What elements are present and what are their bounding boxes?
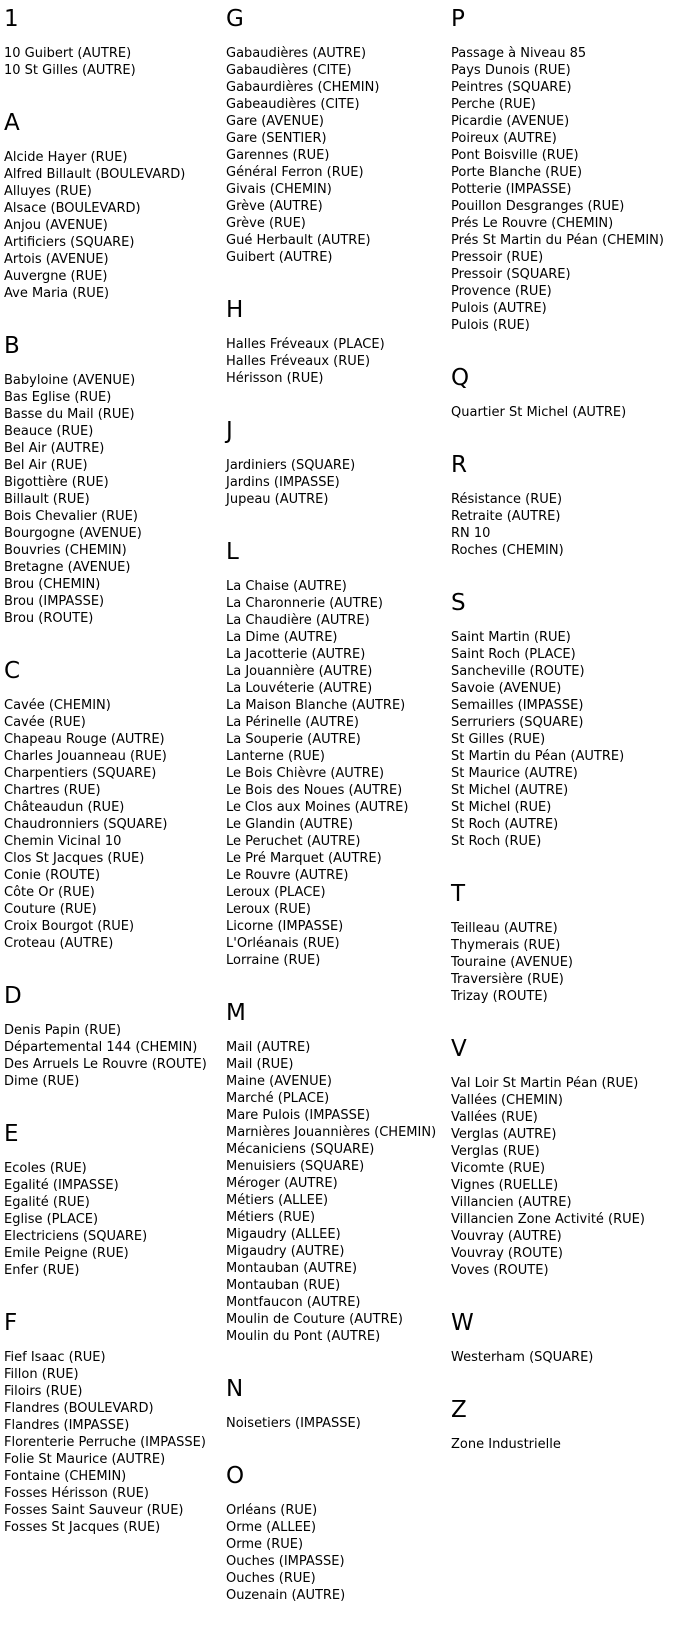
street-entry[interactable]: Cavée (RUE) [4, 715, 86, 730]
street-entry[interactable]: Croix Bourgot (RUE) [4, 919, 135, 934]
index-section-H [226, 296, 451, 387]
street-entry[interactable]: Alluyes (RUE) [4, 184, 92, 199]
street-entry[interactable]: Westerham (SQUARE) [451, 1350, 594, 1365]
street-entry[interactable]: Grève (RUE) [226, 216, 306, 231]
street-entry[interactable]: Eglise (PLACE) [4, 1212, 99, 1227]
section-letter-heading: V [451, 1036, 467, 1062]
street-entry[interactable]: Touraine (AVENUE) [451, 955, 573, 970]
street-entry[interactable]: Givais (CHEMIN) [226, 182, 332, 197]
street-entry[interactable]: Hérisson (RUE) [226, 371, 324, 386]
index-section-T [451, 880, 675, 1005]
street-entry[interactable]: Jardiniers (SQUARE) [226, 458, 356, 473]
street-entry[interactable]: Moulin de Couture (AUTRE) [226, 1312, 403, 1327]
street-entry[interactable]: Mail (AUTRE) [226, 1040, 311, 1055]
street-entry[interactable]: Retraite (AUTRE) [451, 509, 561, 524]
street-entry[interactable]: Sancheville (ROUTE) [451, 664, 585, 679]
street-entry[interactable]: Verglas (RUE) [451, 1144, 540, 1159]
street-entry[interactable]: Jardins (IMPASSE) [226, 475, 340, 490]
street-entry[interactable]: Chartres (RUE) [4, 783, 101, 798]
street-entry[interactable]: Migaudry (ALLEE) [226, 1227, 341, 1242]
street-entry[interactable]: Pays Dunois (RUE) [451, 63, 571, 78]
street-entry[interactable]: Le Clos aux Moines (AUTRE) [226, 800, 409, 815]
index-column-2 [226, 5, 451, 1634]
street-entry[interactable]: Artois (AVENUE) [4, 252, 109, 267]
street-entry[interactable]: Clos St Jacques (RUE) [4, 851, 145, 866]
section-letter-heading: D [4, 983, 22, 1009]
index-section-E [4, 1120, 226, 1279]
street-entry[interactable]: Emile Peigne (RUE) [4, 1246, 129, 1261]
street-entry[interactable]: St Maurice (AUTRE) [451, 766, 578, 781]
street-entry[interactable]: Billault (RUE) [4, 492, 90, 507]
index-section-V [451, 1035, 675, 1279]
index-section-G [226, 5, 451, 266]
section-letter-heading: A [4, 110, 20, 136]
street-entry[interactable]: Gabaurdières (CHEMIN) [226, 80, 380, 95]
street-entry[interactable]: Bourgogne (AVENUE) [4, 526, 142, 541]
street-entry[interactable]: Mare Pulois (IMPASSE) [226, 1108, 371, 1123]
street-entry[interactable]: Fief Isaac (RUE) [4, 1350, 106, 1365]
street-entry[interactable]: Marnières Jouannières (CHEMIN) [226, 1125, 437, 1140]
street-entry[interactable]: Potterie (IMPASSE) [451, 182, 572, 197]
street-entry[interactable]: Verglas (AUTRE) [451, 1127, 557, 1142]
street-entry[interactable]: St Michel (AUTRE) [451, 783, 569, 798]
street-entry[interactable]: Dime (RUE) [4, 1074, 80, 1089]
street-entry[interactable]: Le Rouvre (AUTRE) [226, 868, 349, 883]
street-entry[interactable]: Marché (PLACE) [226, 1091, 330, 1106]
street-entry[interactable]: Roches (CHEMIN) [451, 543, 564, 558]
street-entry[interactable]: Le Bois Chièvre (AUTRE) [226, 766, 385, 781]
street-entry[interactable]: Côte Or (RUE) [4, 885, 95, 900]
street-entry[interactable]: Prés Le Rouvre (CHEMIN) [451, 216, 614, 231]
street-entry[interactable]: Egalité (RUE) [4, 1195, 90, 1210]
street-entry[interactable]: Enfer (RUE) [4, 1263, 80, 1278]
street-entry[interactable]: Cavée (CHEMIN) [4, 698, 111, 713]
index-column-1 [4, 5, 226, 1566]
street-entry[interactable]: Gabaudières (AUTRE) [226, 46, 367, 61]
street-entry[interactable]: Migaudry (AUTRE) [226, 1244, 345, 1259]
street-entry[interactable]: Bas Eglise (RUE) [4, 390, 112, 405]
section-letter-heading: S [451, 590, 466, 616]
street-entry[interactable]: Zone Industrielle [451, 1437, 561, 1452]
index-section-Q [451, 364, 675, 421]
street-entry[interactable]: Gué Herbault (AUTRE) [226, 233, 371, 248]
street-entry[interactable]: Montfaucon (AUTRE) [226, 1295, 361, 1310]
street-entry[interactable]: Mécaniciens (SQUARE) [226, 1142, 375, 1157]
street-entry[interactable]: Vouvray (ROUTE) [451, 1246, 563, 1261]
street-entry[interactable]: Orléans (RUE) [226, 1503, 318, 1518]
street-entry[interactable]: La Dime (AUTRE) [226, 630, 338, 645]
street-entry[interactable]: Teilleau (AUTRE) [451, 921, 558, 936]
street-entry[interactable]: Pulois (RUE) [451, 318, 530, 333]
street-entry[interactable]: L'Orléanais (RUE) [226, 936, 340, 951]
street-entry[interactable]: La Périnelle (AUTRE) [226, 715, 360, 730]
street-entry[interactable]: 10 St Gilles (AUTRE) [4, 63, 136, 78]
street-entry[interactable]: Métiers (RUE) [226, 1210, 316, 1225]
section-letter-heading: P [451, 6, 465, 32]
street-entry[interactable]: Villancien Zone Activité (RUE) [451, 1212, 645, 1227]
street-entry[interactable]: Electriciens (SQUARE) [4, 1229, 148, 1244]
street-entry[interactable]: Picardie (AVENUE) [451, 114, 570, 129]
street-entry[interactable]: Traversière (RUE) [451, 972, 564, 987]
street-entry[interactable]: Perche (RUE) [451, 97, 536, 112]
section-letter-heading: L [226, 539, 239, 565]
street-entry[interactable]: Vignes (RUELLE) [451, 1178, 559, 1193]
street-entry[interactable]: Poireux (AUTRE) [451, 131, 557, 146]
street-entry[interactable]: Pulois (AUTRE) [451, 301, 547, 316]
street-entry[interactable]: Orme (RUE) [226, 1537, 304, 1552]
section-letter-heading: F [4, 1310, 18, 1336]
street-entry[interactable]: Voves (ROUTE) [451, 1263, 549, 1278]
street-entry[interactable]: Saint Martin (RUE) [451, 630, 571, 645]
section-letter-heading: C [4, 658, 21, 684]
street-entry[interactable]: Guibert (AUTRE) [226, 250, 333, 265]
street-entry[interactable]: Artificiers (SQUARE) [4, 235, 135, 250]
street-entry[interactable]: Prés St Martin du Péan (CHEMIN) [451, 233, 664, 248]
street-entry[interactable]: Méroger (AUTRE) [226, 1176, 338, 1191]
street-entry[interactable]: Val Loir St Martin Péan (RUE) [451, 1076, 639, 1091]
street-entry[interactable]: Pont Boisville (RUE) [451, 148, 579, 163]
index-section-W [451, 1309, 675, 1366]
street-entry[interactable]: Auvergne (RUE) [4, 269, 108, 284]
street-entry[interactable]: Alfred Billault (BOULEVARD) [4, 167, 186, 182]
street-entry[interactable]: Moulin du Pont (AUTRE) [226, 1329, 381, 1344]
street-entry[interactable]: La Chaise (AUTRE) [226, 579, 347, 594]
index-section-J [226, 417, 451, 508]
street-entry[interactable]: Fosses Hérisson (RUE) [4, 1486, 149, 1501]
street-entry[interactable]: Villancien (AUTRE) [451, 1195, 572, 1210]
index-section-L [226, 538, 451, 969]
street-entry[interactable]: Bel Air (RUE) [4, 458, 88, 473]
street-entry[interactable]: Le Glandin (AUTRE) [226, 817, 354, 832]
street-entry[interactable]: Grève (AUTRE) [226, 199, 323, 214]
street-entry[interactable]: Flandres (BOULEVARD) [4, 1401, 154, 1416]
street-entry[interactable]: La Chaudière (AUTRE) [226, 613, 370, 628]
street-entry[interactable]: Basse du Mail (RUE) [4, 407, 135, 422]
street-entry[interactable]: Menuisiers (SQUARE) [226, 1159, 365, 1174]
index-section-N [226, 1375, 451, 1432]
street-entry[interactable]: Le Pré Marquet (AUTRE) [226, 851, 382, 866]
section-letter-heading: J [226, 418, 233, 444]
index-section-S [451, 589, 675, 850]
section-letter-heading: Q [451, 365, 470, 391]
street-entry[interactable]: Orme (ALLEE) [226, 1520, 317, 1535]
street-entry[interactable]: Halles Fréveaux (RUE) [226, 354, 371, 369]
street-entry[interactable]: La Charonnerie (AUTRE) [226, 596, 383, 611]
street-entry[interactable]: Gabaudières (CITE) [226, 63, 352, 78]
index-section-O [226, 1462, 451, 1604]
section-letter-heading: W [451, 1310, 474, 1336]
street-entry[interactable]: Egalité (IMPASSE) [4, 1178, 119, 1193]
street-entry[interactable]: Le Peruchet (AUTRE) [226, 834, 361, 849]
street-entry[interactable]: Leroux (PLACE) [226, 885, 326, 900]
street-entry[interactable]: Départemental 144 (CHEMIN) [4, 1040, 198, 1055]
street-entry[interactable]: Bel Air (AUTRE) [4, 441, 105, 456]
section-letter-heading: T [451, 881, 466, 907]
street-entry[interactable]: Noisetiers (IMPASSE) [226, 1416, 361, 1431]
street-entry[interactable]: Chemin Vicinal 10 [4, 834, 122, 849]
street-entry[interactable]: Conie (ROUTE) [4, 868, 101, 883]
street-entry[interactable]: Brou (IMPASSE) [4, 594, 105, 609]
section-letter-heading: B [4, 333, 20, 359]
street-entry[interactable]: Chaudronniers (SQUARE) [4, 817, 168, 832]
street-entry[interactable]: Pressoir (SQUARE) [451, 267, 571, 282]
street-entry[interactable]: Passage à Niveau 85 [451, 46, 587, 61]
street-entry[interactable]: Fosses Saint Sauveur (RUE) [4, 1503, 184, 1518]
street-entry[interactable]: Fillon (RUE) [4, 1367, 79, 1382]
street-entry[interactable]: Bretagne (AVENUE) [4, 560, 131, 575]
street-entry[interactable]: Alcide Hayer (RUE) [4, 150, 128, 165]
street-entry[interactable]: La Souperie (AUTRE) [226, 732, 361, 747]
street-entry[interactable]: Des Arruels Le Rouvre (ROUTE) [4, 1057, 207, 1072]
street-entry[interactable]: Vallées (CHEMIN) [451, 1093, 563, 1108]
street-entry[interactable]: Saint Roch (PLACE) [451, 647, 576, 662]
street-entry[interactable]: Vouvray (AUTRE) [451, 1229, 562, 1244]
street-entry[interactable]: Croteau (AUTRE) [4, 936, 114, 951]
street-entry[interactable]: Gabeaudières (CITE) [226, 97, 360, 112]
index-section-Z [451, 1396, 675, 1453]
street-entry[interactable]: Métiers (ALLEE) [226, 1193, 329, 1208]
street-entry[interactable]: Pouillon Desgranges (RUE) [451, 199, 625, 214]
street-entry[interactable]: Jupeau (AUTRE) [226, 492, 329, 507]
street-entry[interactable]: La Louvéterie (AUTRE) [226, 681, 373, 696]
street-entry[interactable]: Denis Papin (RUE) [4, 1023, 122, 1038]
street-entry[interactable]: Flandres (IMPASSE) [4, 1418, 130, 1433]
section-letter-heading: R [451, 452, 467, 478]
street-entry[interactable]: Provence (RUE) [451, 284, 552, 299]
street-entry[interactable]: Pressoir (RUE) [451, 250, 544, 265]
street-entry[interactable]: Serruriers (SQUARE) [451, 715, 584, 730]
street-entry[interactable]: Bouvries (CHEMIN) [4, 543, 127, 558]
index-section-B [4, 332, 226, 627]
index-section-F [4, 1309, 226, 1536]
street-entry[interactable]: Résistance (RUE) [451, 492, 563, 507]
street-entry[interactable]: Filoirs (RUE) [4, 1384, 83, 1399]
street-entry[interactable]: St Roch (AUTRE) [451, 817, 559, 832]
street-entry[interactable]: Montauban (RUE) [226, 1278, 341, 1293]
street-entry[interactable]: Maine (AVENUE) [226, 1074, 332, 1089]
street-entry[interactable]: Charles Jouanneau (RUE) [4, 749, 167, 764]
street-entry[interactable]: La Maison Blanche (AUTRE) [226, 698, 406, 713]
street-entry[interactable]: Porte Blanche (RUE) [451, 165, 583, 180]
street-entry[interactable]: Babyloine (AVENUE) [4, 373, 136, 388]
street-entry[interactable]: Lanterne (RUE) [226, 749, 325, 764]
section-letter-heading: Z [451, 1397, 467, 1423]
street-entry[interactable]: Alsace (BOULEVARD) [4, 201, 141, 216]
street-entry[interactable]: La Jacotterie (AUTRE) [226, 647, 366, 662]
street-entry[interactable]: Montauban (AUTRE) [226, 1261, 358, 1276]
street-entry[interactable]: Bigottière (RUE) [4, 475, 109, 490]
street-entry[interactable]: Gare (SENTIER) [226, 131, 327, 146]
street-entry[interactable]: Thymerais (RUE) [451, 938, 561, 953]
index-section-1 [4, 5, 226, 79]
section-letter-heading: N [226, 1376, 244, 1402]
street-entry[interactable]: Brou (ROUTE) [4, 611, 94, 626]
street-entry[interactable]: Garennes (RUE) [226, 148, 330, 163]
index-section-P [451, 5, 675, 334]
street-entry[interactable]: Anjou (AVENUE) [4, 218, 108, 233]
street-entry[interactable]: St Michel (RUE) [451, 800, 552, 815]
index-section-C [4, 657, 226, 952]
street-entry[interactable]: Trizay (ROUTE) [451, 989, 548, 1004]
section-letter-heading: 1 [4, 6, 19, 32]
street-entry[interactable]: Leroux (RUE) [226, 902, 311, 917]
index-section-M [226, 999, 451, 1345]
street-entry[interactable]: Mail (RUE) [226, 1057, 294, 1072]
street-entry[interactable]: Peintres (SQUARE) [451, 80, 572, 95]
street-entry[interactable]: Savoie (AVENUE) [451, 681, 562, 696]
street-entry[interactable]: Quartier St Michel (AUTRE) [451, 405, 627, 420]
street-entry[interactable]: 10 Guibert (AUTRE) [4, 46, 132, 61]
street-entry[interactable]: Vicomte (RUE) [451, 1161, 546, 1176]
index-column-3 [451, 5, 675, 1483]
street-entry[interactable]: Florenterie Perruche (IMPASSE) [4, 1435, 206, 1450]
index-section-R [451, 451, 675, 559]
street-entry[interactable]: Folie St Maurice (AUTRE) [4, 1452, 166, 1467]
section-letter-heading: M [226, 1000, 246, 1026]
section-letter-heading: H [226, 297, 244, 323]
street-entry[interactable]: St Gilles (RUE) [451, 732, 546, 747]
street-entry[interactable]: St Martin du Péan (AUTRE) [451, 749, 625, 764]
street-entry[interactable]: Bois Chevalier (RUE) [4, 509, 138, 524]
street-entry[interactable]: Fontaine (CHEMIN) [4, 1469, 127, 1484]
street-entry[interactable]: Ouches (RUE) [226, 1571, 316, 1586]
street-entry[interactable]: RN 10 [451, 526, 491, 541]
street-entry[interactable]: St Roch (RUE) [451, 834, 542, 849]
street-entry[interactable]: Ouzenain (AUTRE) [226, 1588, 346, 1603]
street-entry[interactable]: Fosses St Jacques (RUE) [4, 1520, 161, 1535]
street-entry[interactable]: Couture (RUE) [4, 902, 97, 917]
street-entry[interactable]: Chapeau Rouge (AUTRE) [4, 732, 165, 747]
street-entry[interactable]: Licorne (IMPASSE) [226, 919, 344, 934]
street-entry[interactable]: Vallées (RUE) [451, 1110, 538, 1125]
street-entry[interactable]: Ave Maria (RUE) [4, 286, 110, 301]
street-entry[interactable]: Gare (AVENUE) [226, 114, 324, 129]
index-section-D [4, 982, 226, 1090]
section-letter-heading: G [226, 6, 244, 32]
street-entry[interactable]: Charpentiers (SQUARE) [4, 766, 157, 781]
street-entry[interactable]: Halles Fréveaux (PLACE) [226, 337, 385, 352]
street-entry[interactable]: Général Ferron (RUE) [226, 165, 364, 180]
section-letter-heading: E [4, 1121, 19, 1147]
street-entry[interactable]: Ecoles (RUE) [4, 1161, 87, 1176]
street-entry[interactable]: Beauce (RUE) [4, 424, 94, 439]
index-section-A [4, 109, 226, 302]
street-entry[interactable]: Semailles (IMPASSE) [451, 698, 584, 713]
street-entry[interactable]: Lorraine (RUE) [226, 953, 321, 968]
street-entry[interactable]: Le Bois des Noues (AUTRE) [226, 783, 403, 798]
street-entry[interactable]: Châteaudun (RUE) [4, 800, 125, 815]
street-entry[interactable]: La Jouannière (AUTRE) [226, 664, 373, 679]
street-entry[interactable]: Ouches (IMPASSE) [226, 1554, 345, 1569]
section-letter-heading: O [226, 1463, 245, 1489]
street-entry[interactable]: Brou (CHEMIN) [4, 577, 101, 592]
